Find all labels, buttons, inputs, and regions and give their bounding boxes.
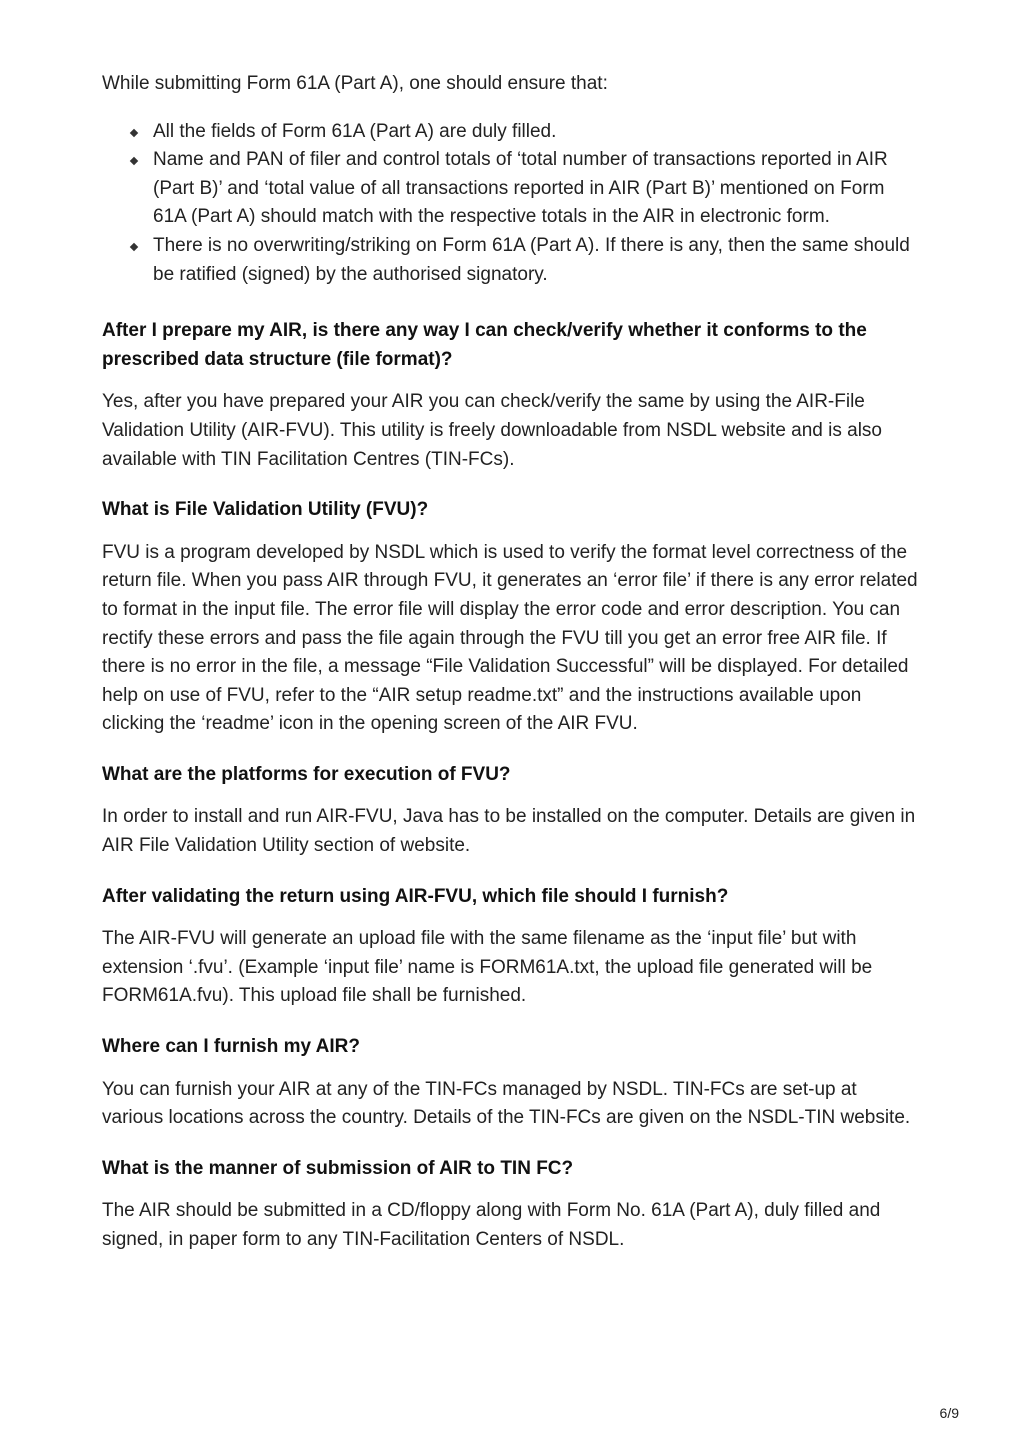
- faq-question-what-is-fvu: What is File Validation Utility (FVU)?: [102, 499, 429, 521]
- list-item: [153, 232, 922, 289]
- faq-question-check-file-format: After I prepare my AIR, is there any way I can check/verify whether it conforms to the prescribed data structure (file format)?: [102, 320, 867, 370]
- list-item-text: All the fields of Form 61A (Part A) are duly filled.: [153, 120, 557, 142]
- faq-answer-fvu-platforms: In order to install and run AIR-FVU, Java has to be installed on the computer. Details are given in AIR File Validation Utility section of website.: [102, 806, 916, 857]
- faq-question-manner-of-submission: What is the manner of submission of AIR to TIN FC?: [102, 1157, 574, 1179]
- diamond-bullet-icon: [130, 243, 138, 251]
- list-item-text: There is no overwriting/striking on Form 61A (Part A). If there is any, then the same should be ratified (signed) by the authorised signatory.: [153, 234, 910, 285]
- faq-question-where-to-furnish: Where can I furnish my AIR?: [102, 1036, 360, 1058]
- list-item-text: Name and PAN of filer and control totals of ‘total number of transactions reported in AIR (Part B)’ and ‘total value of all transactions reported in AIR (Part B)’ mentioned on Form 61A (Part A) should match with the respective totals in the AIR in electronic form.: [153, 149, 888, 228]
- faq-answer-what-is-fvu: FVU is a program developed by NSDL which is used to verify the format level correctness of the return file. When you pass AIR through FVU, it generates an ‘error file’ if there is any error related to format in the input file. The error file will display the error code and error description. You can rectify these errors and pass the file again through the FVU till you get an error free AIR file. If there is no error in the file, a message “File Validation Successful” will be displayed. For detailed help on use of FVU, refer to the “AIR setup readme.txt” and the instructions available upon clicking the ‘readme’ icon in the opening screen of the AIR FVU.: [102, 541, 918, 735]
- requirements-list: [102, 118, 922, 290]
- faq-question-fvu-platforms: What are the platforms for execution of FVU?: [102, 763, 511, 785]
- faq-question-file-to-furnish: After validating the return using AIR-FVU, which file should I furnish?: [102, 885, 729, 907]
- diamond-bullet-icon: [130, 157, 138, 165]
- document-page: [102, 70, 922, 1277]
- faq-answer-where-to-furnish: You can furnish your AIR at any of the TIN-FCs managed by NSDL. TIN-FCs are set-up at various locations across the country. Details of the TIN-FCs are given on the NSDL-TIN website.: [102, 1078, 911, 1129]
- faq-answer-file-to-furnish: The AIR-FVU will generate an upload file with the same filename as the ‘input file’ but with extension ‘.fvu’. (Example ‘input file’ name is FORM61A.txt, the upload file generated will be FORM61A.fvu). This upload file shall be furnished.: [102, 928, 873, 1007]
- faq-answer-manner-of-submission: The AIR should be submitted in a CD/floppy along with Form No. 61A (Part A), duly filled and signed, in paper form to any TIN-Facilitation Centers of NSDL.: [102, 1200, 881, 1250]
- list-item: [153, 146, 922, 232]
- diamond-bullet-icon: [130, 128, 138, 136]
- list-item: [153, 118, 922, 147]
- page-number: 6/9: [939, 1405, 959, 1421]
- faq-answer-check-file-format: Yes, after you have prepared your AIR you can check/verify the same by using the AIR-File Validation Utility (AIR-FVU). This utility is freely downloadable from NSDL website and is also available with TIN Facilitation Centres (TIN-FCs).: [102, 391, 883, 470]
- intro-paragraph: While submitting Form 61A (Part A), one should ensure that:: [102, 73, 608, 94]
